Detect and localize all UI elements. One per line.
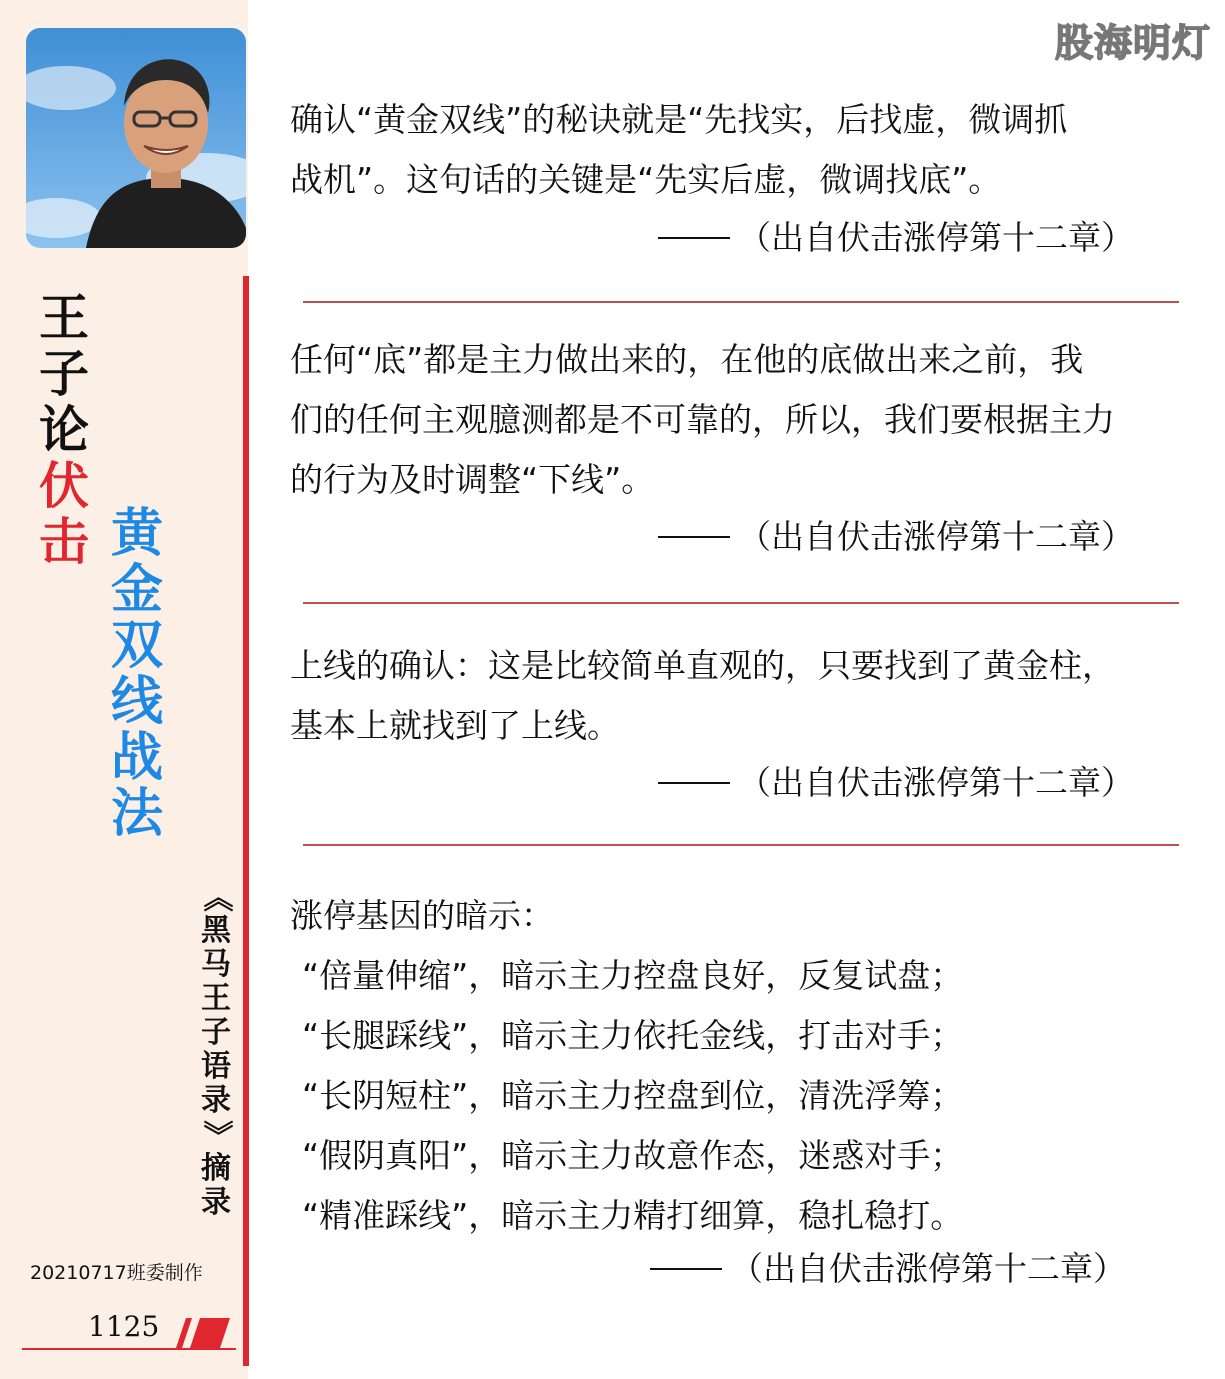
- subtitle-char: 金: [110, 559, 163, 620]
- subtitle-char: 战: [110, 727, 163, 788]
- book-char: 录: [201, 1185, 231, 1220]
- quote-line: 确认“黄金双线”的秘诀就是“先找实，后找虚，微调抓: [290, 100, 1068, 139]
- sidebar-divider: [243, 276, 249, 1366]
- book-char: 王: [201, 981, 231, 1016]
- book-char: 《: [199, 882, 234, 912]
- source-text: （出自伏击涨停第十二章）: [738, 763, 1134, 802]
- subtitle-char: 线: [110, 671, 163, 732]
- slash-stripes-icon: [168, 1318, 232, 1348]
- source-text: （出自伏击涨停第十二章）: [738, 218, 1134, 257]
- book-excerpt-note: [196, 880, 236, 1220]
- portrait-image: [26, 28, 246, 248]
- title-char: 击: [39, 512, 89, 571]
- source-text: （出自伏击涨停第十二章）: [738, 517, 1134, 556]
- em-dash: [658, 237, 730, 239]
- subtitle-char: 双: [110, 615, 163, 676]
- em-dash: [650, 1268, 722, 1270]
- title-char: 论: [39, 400, 89, 459]
- subtitle-char: 法: [110, 783, 163, 844]
- quote-line: 涨停基因的暗示：: [290, 896, 554, 935]
- quote-source-4: [650, 1249, 1126, 1289]
- book-char: 黑: [201, 913, 231, 948]
- quote-source-3: [658, 763, 1134, 803]
- quote-line: 基本上就找到了上线。: [290, 706, 620, 745]
- quote-line: 们的任何主观臆测都是不可靠的，所以，我们要根据主力: [290, 400, 1115, 439]
- quote-line: 战机”。这句话的关键是“先实后虚，微调找底”。: [290, 160, 1002, 199]
- book-char: 语: [201, 1049, 231, 1084]
- title-char: 王: [39, 288, 89, 347]
- author-photo: [26, 28, 246, 248]
- quote-line: “精准踩线”，暗示主力精打细算，稳扎稳打。: [302, 1196, 964, 1235]
- em-dash: [658, 536, 730, 538]
- footer-rule: [22, 1348, 236, 1350]
- section-divider: [303, 301, 1179, 303]
- quote-section-3: [290, 636, 1196, 756]
- quote-source-1: [658, 218, 1134, 258]
- book-char: 子: [201, 1015, 231, 1050]
- quote-line: 上线的确认：这是比较简单直观的，只要找到了黄金柱，: [290, 646, 1115, 685]
- quote-section-1: [290, 90, 1196, 210]
- quote-section-4: [290, 886, 1196, 1246]
- quote-line: “长腿踩线”，暗示主力依托金线，打击对手；: [302, 1016, 964, 1055]
- book-char: 马: [201, 947, 231, 982]
- maker-credit: 20210717班委制作: [30, 1262, 203, 1284]
- source-text: （出自伏击涨停第十二章）: [730, 1249, 1126, 1288]
- subtitle-golden-double-line: [108, 503, 166, 844]
- title-wangzi-lun-fuji: [36, 290, 92, 570]
- em-dash: [658, 782, 730, 784]
- sidebar: [0, 0, 248, 1379]
- section-divider: [303, 602, 1179, 604]
- quote-line: 任何“底”都是主力做出来的，在他的底做出来之前，我: [290, 340, 1084, 379]
- page-number: 1125: [88, 1310, 160, 1343]
- title-char: 伏: [39, 456, 89, 515]
- book-char: 摘: [201, 1151, 231, 1186]
- watermark-logo: 股海明灯: [1054, 21, 1211, 65]
- title-char: 子: [39, 344, 89, 403]
- quote-section-2: [290, 330, 1196, 510]
- book-char: 》: [199, 1120, 234, 1150]
- quote-line: “假阴真阳”，暗示主力故意作态，迷惑对手；: [302, 1136, 964, 1175]
- quote-line: “倍量伸缩”，暗示主力控盘良好，反复试盘；: [302, 956, 964, 995]
- quote-line: “长阴短柱”，暗示主力控盘到位，清洗浮筹；: [302, 1076, 964, 1115]
- book-char: 录: [201, 1083, 231, 1118]
- quote-line: 的行为及时调整“下线”。: [290, 460, 655, 499]
- quote-source-2: [658, 517, 1134, 557]
- subtitle-char: 黄: [110, 503, 163, 564]
- section-divider: [303, 844, 1179, 846]
